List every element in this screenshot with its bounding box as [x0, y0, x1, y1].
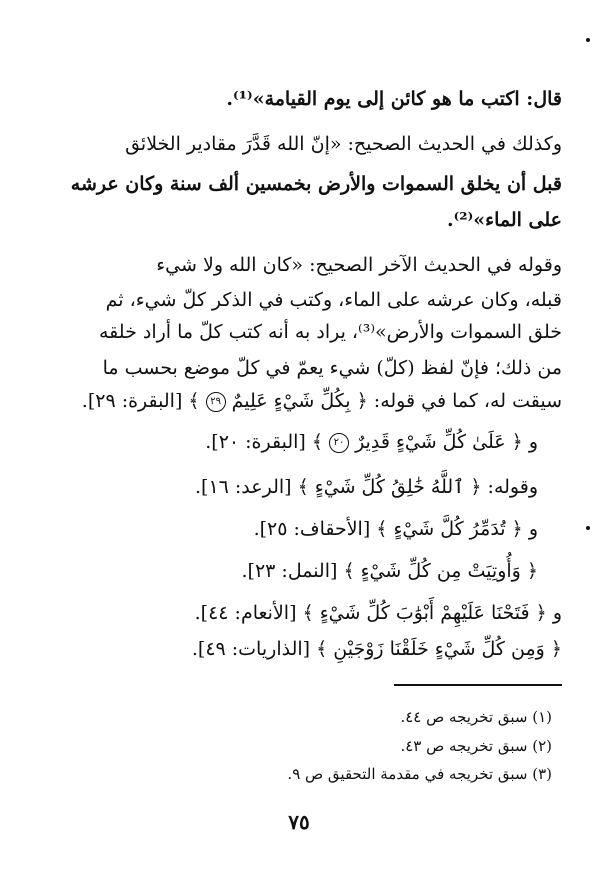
verse-line-3: [40, 474, 538, 500]
verse-prefix: و: [522, 518, 538, 540]
verse-line-6: [40, 600, 562, 626]
verse-reference: ﴾ [الذاريات: ٤٩].: [191, 638, 334, 660]
edge-mark: [586, 526, 590, 530]
quran-verse: ﴿ تُدَمِّرُ كُلَّ شَيْءٍ: [393, 518, 523, 540]
verse-reference: ﴾ [النمل: ٢٣].: [241, 560, 361, 582]
quran-verse: ﴿ فَتَحْنَا عَلَيْهِمْ أَبْوَٰبَ كُلِّ شَيْءٍ: [319, 602, 547, 624]
quran-verse: ﴿ وَمِن كُلِّ شَيْءٍ خَلَقْنَا زَوْجَيْنِ: [333, 638, 562, 660]
body-line-6: قبله، وكان عرشه على الماء، وكتب في الذكر كلّ شيء، ثم: [105, 289, 562, 311]
verse-prefix: سيقت له، كما في قوله:: [367, 390, 562, 412]
footnote-2: (٢) سبق تخريجه ص ٤٣.: [400, 737, 552, 755]
quran-verse: ﴿ ٱللَّهُ خَٰلِقُ كُلِّ شَيْءٍ: [314, 476, 482, 498]
verse-line-7: [40, 636, 562, 662]
verse-line-5: [40, 558, 538, 584]
verse-line-2: [40, 429, 538, 455]
verse-prefix: و: [546, 602, 562, 624]
quran-verse: ﴿ عَلَىٰ كُلِّ شَيْءٍ قَدِيرٌ: [349, 431, 523, 453]
quran-verse: ﴿ وَأُوتِيَتْ مِن كُلِّ شَيْءٍ: [360, 560, 538, 582]
verse-line-1: [40, 388, 562, 414]
page-number: ٧٥: [288, 810, 310, 834]
body-line-4: على الماء»⁽²⁾.: [447, 209, 562, 231]
verse-reference: ﴾ [البقرة: ٢٩].: [81, 390, 206, 412]
body-line-7: خلق السموات والأرض»⁽³⁾، يراد به أنه كتب كلّ ما أراد خلقه: [98, 321, 562, 343]
footnote-3: (٣) سبق تخريجه في مقدمة التحقيق ص ٩.: [287, 765, 552, 783]
verse-reference: ﴾ [الأحقاف: ٢٥].: [253, 518, 394, 540]
body-line-8: من ذلك؛ فإنّ لفظ (كلّ) شيء يعمّ في كلّ موضع بحسب ما: [102, 357, 562, 379]
body-line-1: قال: اكتب ما هو كائن إلى يوم القيامة»⁽¹⁾.: [226, 88, 562, 110]
verse-reference: ﴾ [البقرة: ٢٠].: [205, 431, 330, 453]
edge-mark: [586, 38, 590, 42]
ayah-number-marker: ٢٠: [329, 433, 349, 453]
footnote-separator: [394, 684, 562, 686]
verse-prefix: و: [522, 431, 538, 453]
body-line-2: وكذلك في الحديث الصحيح: «إنّ الله قَدَّرَ مقادير الخلائق: [125, 133, 562, 155]
body-line-5: وقوله في الحديث الآخر الصحيح: «كان الله ولا شيء: [156, 254, 562, 276]
ayah-number-marker: ٢٩: [206, 392, 226, 412]
body-line-3: قبل أن يخلق السموات والأرض بخمسين ألف سنة وكان عرشه: [70, 173, 562, 195]
verse-line-4: [40, 516, 538, 542]
footnote-1: (١) سبق تخريجه ص ٤٤.: [400, 708, 552, 726]
verse-reference: ﴾ [الرعد: ١٦].: [194, 476, 315, 498]
quran-verse: ﴿ بِكُلِّ شَيْءٍ عَلِيمٌ: [225, 390, 368, 412]
verse-reference: ﴾ [الأنعام: ٤٤].: [194, 602, 320, 624]
verse-prefix: وقوله:: [481, 476, 538, 498]
